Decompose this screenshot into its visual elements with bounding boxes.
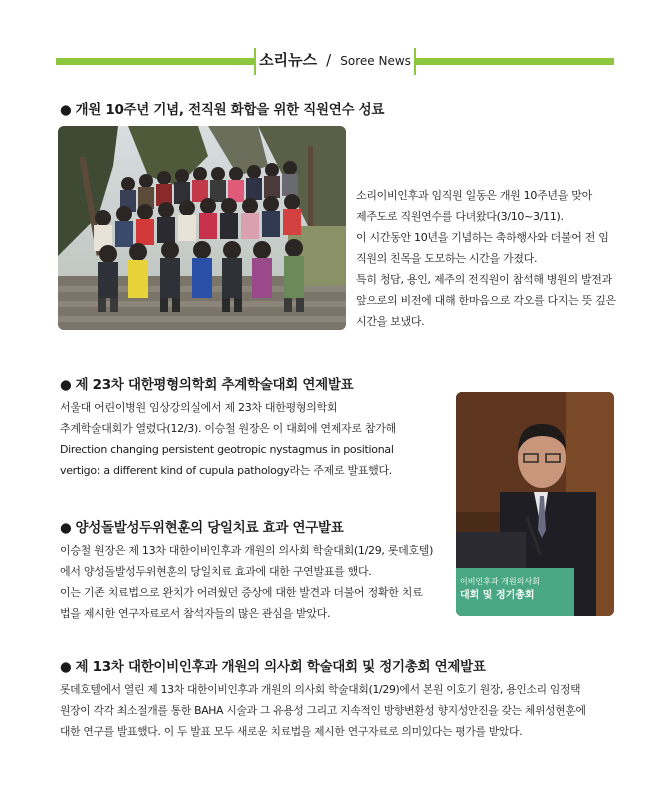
article-2-heading: ● 제 23차 대한평형의학회 추계학술대회 연제발표 [60,377,354,393]
article-3-body: 이승철 원장은 제 13차 대한이비인후과 개원의 의사회 학술대회(1/29, 롯데호텔) 에서 양성돌발성두위현훈의 당일치료 효과에 대한 구연발표를 했다. 이는 기존 치료법으로 완치가 어려웠던 증상에 대한 발견과 더불어 정확한 치료 법을 제시한 연구자료로서 참석자들의 많은 관심을 받았다. [60,544,434,620]
header-rule-left [56,58,254,65]
article-1-heading: ● 개원 10주년 기념, 전직원 화합을 위한 직원연수 성료 [60,102,385,118]
section-header [56,46,614,78]
article-4-body: 롯데호텔에서 열린 제 13차 대한이비인후과 개원의 의사회 학술대회(1/29)에서 본원 이호기 원장, 용인소리 임정택 원장이 각각 최소절개를 통한 BAHA 시술과 그 유용성 그리고 지속적인 방향변환성 향지성안진을 갖는 체위성현훈에 대한 연구를 발표했다. 이 두 발표 모두 새로운 치료법을 제시한 연구자료로 의미있다는 평가를 받았다. [60,683,586,738]
article-4-heading: ● 제 13차 대한이비인후과 개원의 의사회 학술대회 및 정기총회 연제발표 [60,659,486,675]
header-title [256,49,414,70]
header-separator: / [326,51,332,69]
header-title-ko: 소리뉴스 [259,51,318,69]
group-photo [58,126,346,330]
podium-banner: 이비인후과 개원의사회 대회 및 정기총회 [460,577,540,601]
article-2-body: 서울대 어린이병원 임상강의실에서 제 23차 대한평형의학회 추계학술대회가 열렸다(12/3). 이승철 원장은 이 대회에 연제자로 참가해 Direction changing persistent geotropic nystagmus in positional vertigo: a different kind of cupula pathology라는 주제로 발표했다. [60,401,396,477]
article-1-body: 소리이비인후과 임직원 일동은 개원 10주년을 맞아 제주도로 직원연수를 다녀왔다(3/10~3/11). 이 시간동안 10년을 기념하는 축하행사와 더불어 전 임 직원의 친목을 도모하는 시간을 가졌다. 특히 청담, 용인, 제주의 전직원이 참석해 병원의 발전과 앞으로의 비전에 대해 한마음으로 각오를 다지는 뜻 깊은 시간을 보냈다. [356,189,616,328]
article-3-heading: ● 양성돌발성두위현훈의 당일치료 효과 연구발표 [60,520,344,536]
speaker-photo [456,392,614,616]
header-rule-right [416,58,614,65]
header-title-en: Soree News [340,54,411,68]
